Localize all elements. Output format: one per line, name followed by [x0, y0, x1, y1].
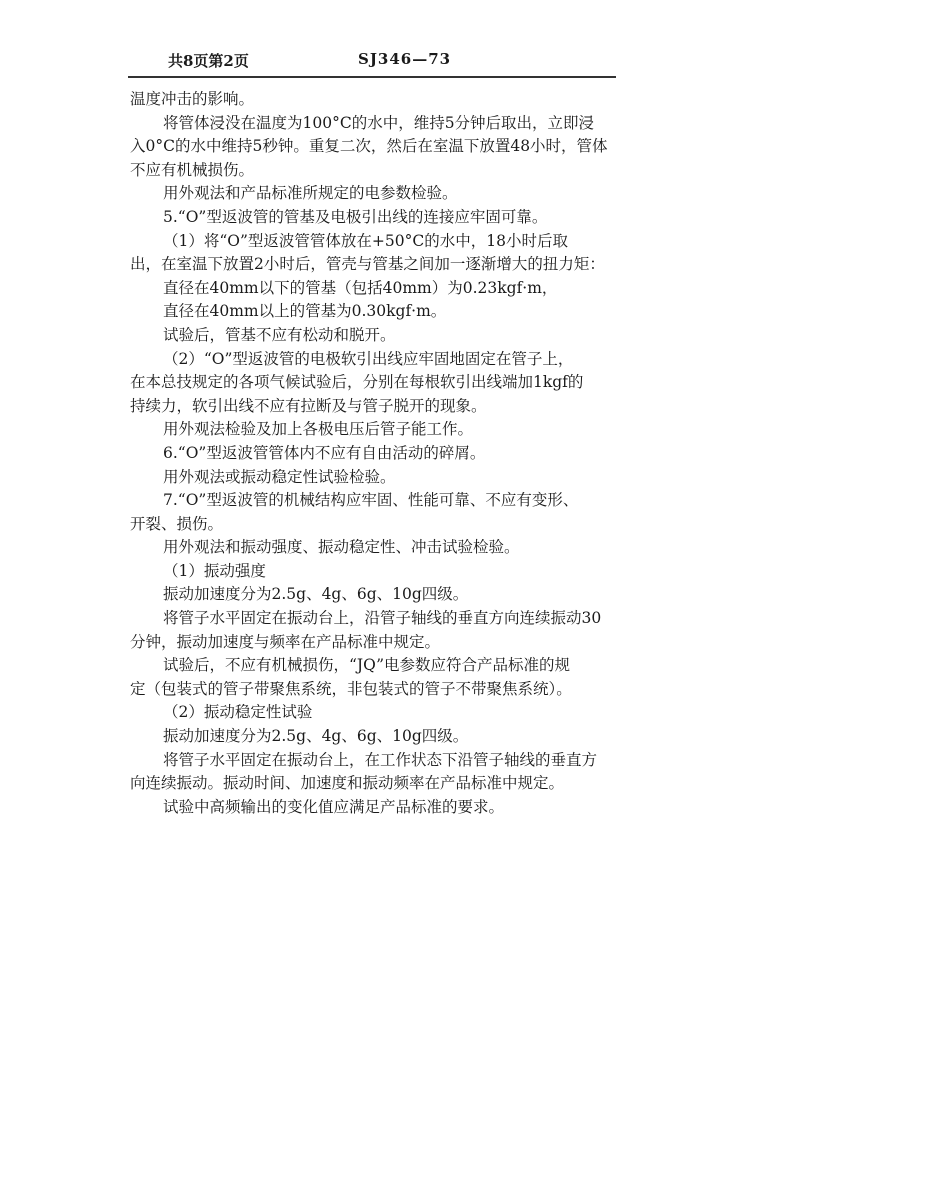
- text-line: （2）“O”型返波管的电极软引出线应牢固地固定在管子上，: [163, 349, 574, 368]
- text-line: 定（包装式的管子带聚焦系统，非包装式的管子不带聚焦系统）。: [130, 679, 572, 698]
- text-line: 持续力，软引出线不应有拉断及与管子脱开的现象。: [130, 396, 487, 415]
- text-line: 用外观法和振动强度、振动稳定性、冲击试验检验。: [163, 538, 520, 557]
- text-line: 直径在40mm以下的管基（包括40mm）为0.23kgf·m，: [163, 278, 558, 297]
- text-line: 开裂、损伤。: [130, 514, 224, 533]
- text-line: （1）将“O”型返波管管体放在+50°C的水中，18小时后取: [163, 231, 568, 250]
- text-line: 出，在室温下放置2小时后，管壳与管基之间加一逐渐增大的扭力矩：: [130, 255, 605, 274]
- text-line: 在本总技规定的各项气候试验后，分别在每根软引出线端加1kgf的: [130, 373, 584, 392]
- text-line: 试验后，不应有机械损伤，“JQ”电参数应符合产品标准的规: [163, 656, 571, 675]
- text-line: 不应有机械损伤。: [130, 160, 255, 179]
- subsection-heading: （1）振动强度: [163, 561, 266, 580]
- text-line: 向连续振动。振动时间、加速度和振动频率在产品标准中规定。: [130, 774, 565, 793]
- text-line: 温度冲击的影响。: [130, 90, 255, 108]
- section-heading: 6.“O”型返波管管体内不应有自由活动的碎屑。: [163, 443, 486, 462]
- text-line: 振动加速度分为2.5g、4g、6g、10g四级。: [163, 727, 469, 746]
- section-heading: 5.“O”型返波管的管基及电极引出线的连接应牢固可靠。: [163, 207, 548, 226]
- text-line: 用外观法检验及加上各极电压后管子能工作。: [163, 420, 474, 439]
- text-line: 入0°C的水中维持5秒钟。重复二次，然后在室温下放置48小时，管体: [130, 137, 608, 156]
- section-heading: 7.“O”型返波管的机械结构应牢固、性能可靠、不应有变形、: [163, 491, 579, 510]
- text-line: 试验中高频输出的变化值应满足产品标准的要求。: [163, 797, 505, 816]
- text-line: 分钟，振动加速度与频率在产品标准中规定。: [130, 632, 441, 651]
- text-line: 将管子水平固定在振动台上，沿管子轴线的垂直方向连续振动30: [163, 609, 602, 628]
- text-line: 将管体浸没在温度为100°C的水中，维持5分钟后取出，立即浸: [163, 113, 595, 132]
- text-line: 用外观法或振动稳定性试验检验。: [163, 467, 396, 486]
- subsection-heading: （2）振动稳定性试验: [163, 703, 313, 722]
- text-line: 振动加速度分为2.5g、4g、6g、10g四级。: [163, 585, 469, 604]
- page-number-header: 共8页第2页: [168, 52, 249, 70]
- text-line: 用外观法和产品标准所规定的电参数检验。: [163, 184, 458, 203]
- document-code-header: SJ346—73: [358, 50, 452, 68]
- text-line: 直径在40mm以上的管基为0.30kgf·m。: [163, 302, 447, 321]
- document-body: [130, 88, 642, 819]
- text-line: 将管子水平固定在振动台上，在工作状态下沿管子轴线的垂直方: [163, 750, 598, 769]
- text-line: 试验后，管基不应有松动和脱开。: [163, 325, 396, 344]
- header-rule: [128, 76, 616, 78]
